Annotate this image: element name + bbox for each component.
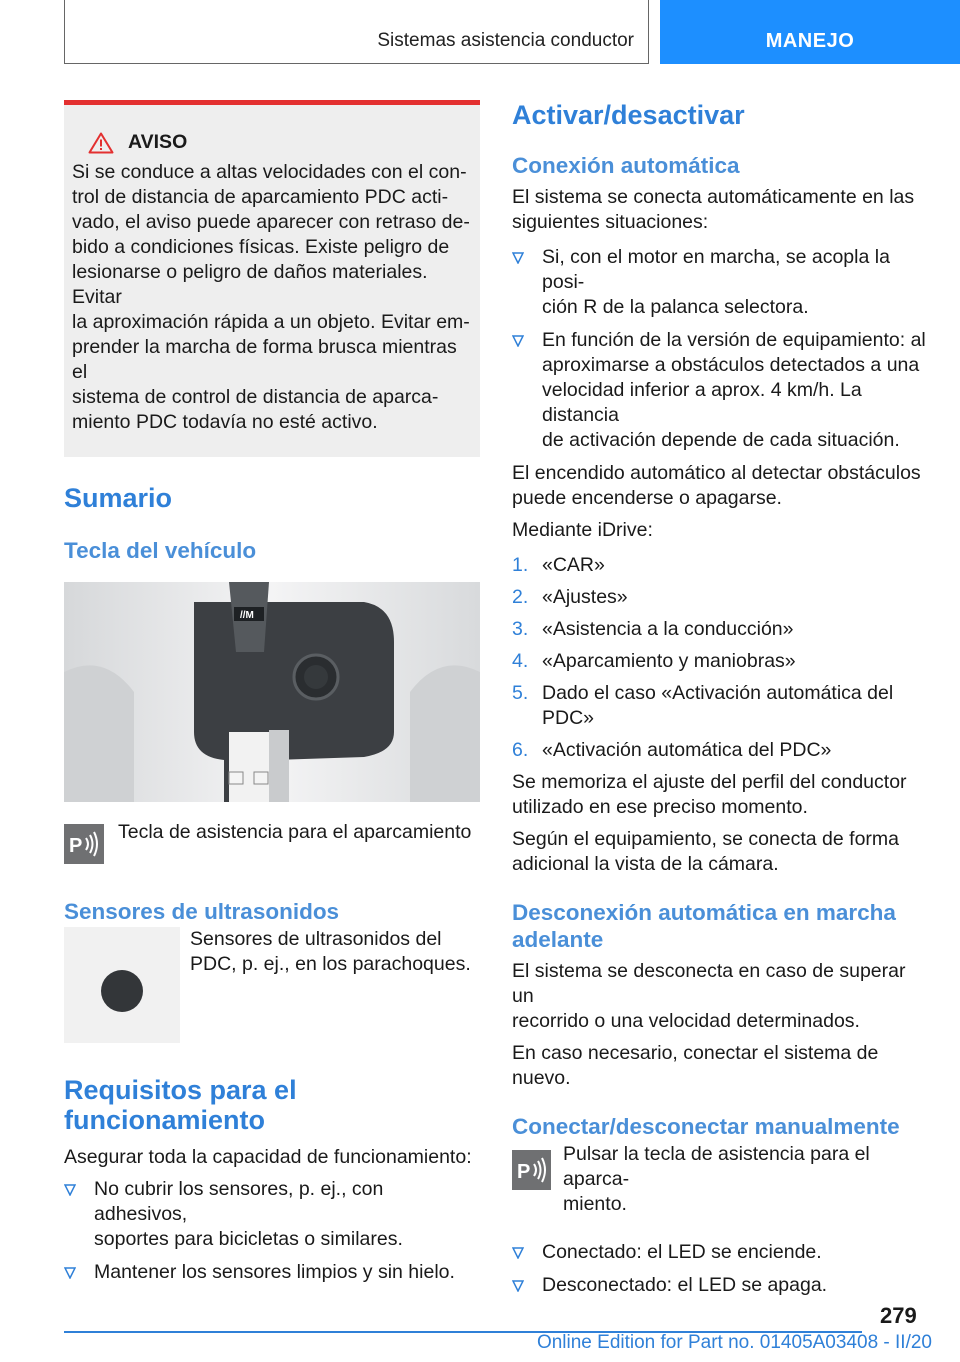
center-console-image (64, 582, 480, 802)
heading-vehicle-key: Tecla del vehículo (64, 538, 257, 563)
header-chapter-tab[interactable] (660, 0, 960, 64)
list-item (512, 617, 932, 642)
list-item (512, 681, 932, 731)
list-item (512, 649, 932, 674)
heading-manual: Conectar/desconectar manualmente (512, 1114, 900, 1139)
header-section-title: Sistemas asistencia conductor (377, 30, 634, 51)
ultrasonic-sensor-image (101, 970, 143, 1012)
sensors-text: Sensores de ultrasonidos del PDC, p. ej., en los parachoques. (190, 928, 471, 975)
svg-text://M: //M (240, 610, 254, 621)
list-item (512, 1240, 932, 1265)
key-caption: Tecla de asistencia para el aparcamiento (118, 821, 472, 843)
step-text: «Activación automática del PDC» (542, 739, 832, 761)
warning-text: Si se conduce a altas velocidades con el con- trol de distancia de aparcamiento PDC acti- vado, el aviso puede aparecer con retraso de- bido a condiciones físicas. Existe peligro de lesionarse o peligro de daños materiales. Evitar la aproximación rápida a un objeto. Evitar em- prender la marcha de forma brusca mientras el sistema de control de distancia de aparca- miento PDC todavía no esté activo. (72, 161, 470, 433)
list-item-text: No cubrir los sensores, p. ej., con adhesivos, soportes para bicicletas o similares. (94, 1178, 403, 1250)
svg-text:P: P (517, 1161, 531, 1183)
footer-edition: Online Edition for Part no. 01405A03408 - II/20 (536, 1332, 932, 1353)
list-item (64, 1177, 480, 1252)
manual-text: Pulsar la tecla de asistencia para el aparca- miento. (563, 1143, 870, 1215)
list-item-text: Desconectado: el LED se apaga. (542, 1274, 828, 1296)
step-number: 4. (512, 650, 529, 672)
off-text-1: El sistema se desconecta en caso de superar un recorrido o una velocidad determinados. (512, 960, 906, 1032)
header-chapter-label: MANEJO (765, 30, 855, 52)
left-column (64, 100, 480, 1293)
heading-sensors: Sensores de ultrasonidos (64, 899, 340, 924)
list-item-text: Conectado: el LED se enciende. (542, 1241, 822, 1263)
step-text: «Ajustes» (542, 586, 628, 608)
list-item (512, 245, 932, 320)
heading-requisitos: Requisitos para el funcionamiento (64, 1075, 297, 1135)
step-text: «Aparcamiento y maniobras» (542, 650, 796, 672)
idrive-steps (512, 553, 932, 763)
manual-list (512, 1240, 932, 1298)
step-text: «Asistencia a la conducción» (542, 618, 794, 640)
step-number: 6. (512, 739, 529, 761)
header-section-box (64, 0, 649, 64)
console-photo (64, 582, 480, 802)
manual-row (512, 1143, 932, 1224)
step-number: 2. (512, 586, 529, 608)
right-column (512, 100, 932, 1306)
heading-auto-disconnect: Desconexión automática en marcha adelante (512, 900, 896, 952)
page-number: 279 (880, 1303, 917, 1328)
sensor-photo (64, 927, 180, 1043)
list-item (512, 328, 932, 453)
step-number: 5. (512, 682, 529, 704)
bullet-triangle-icon (64, 1267, 76, 1279)
requisitos-intro: Asegurar toda la capacidad de funcionamiento: (64, 1146, 472, 1168)
list-item (512, 553, 932, 578)
list-item (512, 585, 932, 610)
list-item-text: Si, con el motor en marcha, se acopla la posi- ción R de la palanca selectora. (542, 246, 890, 318)
auto-note: El encendido automático al detectar obstáculos puede encenderse o apagarse. (512, 462, 921, 509)
bullet-triangle-icon (512, 252, 524, 264)
step-text: Dado el caso «Activación automática del PDC» (542, 682, 894, 729)
bullet-triangle-icon (64, 1184, 76, 1196)
warning-title: AVISO (128, 131, 188, 153)
list-item (512, 1273, 932, 1298)
step-text: «CAR» (542, 554, 605, 576)
requisitos-list (64, 1177, 480, 1285)
bullet-triangle-icon (512, 335, 524, 347)
camera-text: Según el equipamiento, se conecta de forma adicional la vista de la cámara. (512, 828, 900, 875)
warning-header (72, 131, 472, 154)
off-text-2: En caso necesario, conectar el sistema de nuevo. (512, 1042, 879, 1089)
list-item (64, 1260, 480, 1285)
idrive-intro: Mediante iDrive: (512, 519, 653, 541)
list-item (512, 738, 932, 763)
heading-auto-connect: Conexión automática (512, 153, 740, 178)
bullet-triangle-icon (512, 1247, 524, 1259)
list-item-text: Mantener los sensores limpios y sin hielo. (94, 1261, 455, 1283)
bullet-triangle-icon (512, 1280, 524, 1292)
memo-text: Se memoriza el ajuste del perfil del conductor utilizado en ese preciso momento. (512, 771, 907, 818)
heading-activar: Activar/desactivar (512, 100, 745, 130)
key-caption-row (64, 821, 480, 864)
auto-list (512, 245, 932, 453)
svg-text:P: P (69, 835, 83, 857)
heading-sumario: Sumario (64, 483, 173, 513)
parking-assist-icon (64, 824, 104, 864)
sensors-row (64, 927, 480, 1043)
auto-intro: El sistema se conecta automáticamente en las siguientes situaciones: (512, 186, 915, 233)
step-number: 3. (512, 618, 529, 640)
warning-triangle-icon (88, 132, 114, 154)
warning-box (64, 100, 480, 457)
step-number: 1. (512, 554, 529, 576)
parking-assist-icon (512, 1150, 551, 1190)
list-item-text: En función de la versión de equipamiento: al aproximarse a obstáculos detectados a una velocidad inferior a aprox. 4 km/h. La distancia de activación depende de cada situación. (542, 329, 926, 451)
